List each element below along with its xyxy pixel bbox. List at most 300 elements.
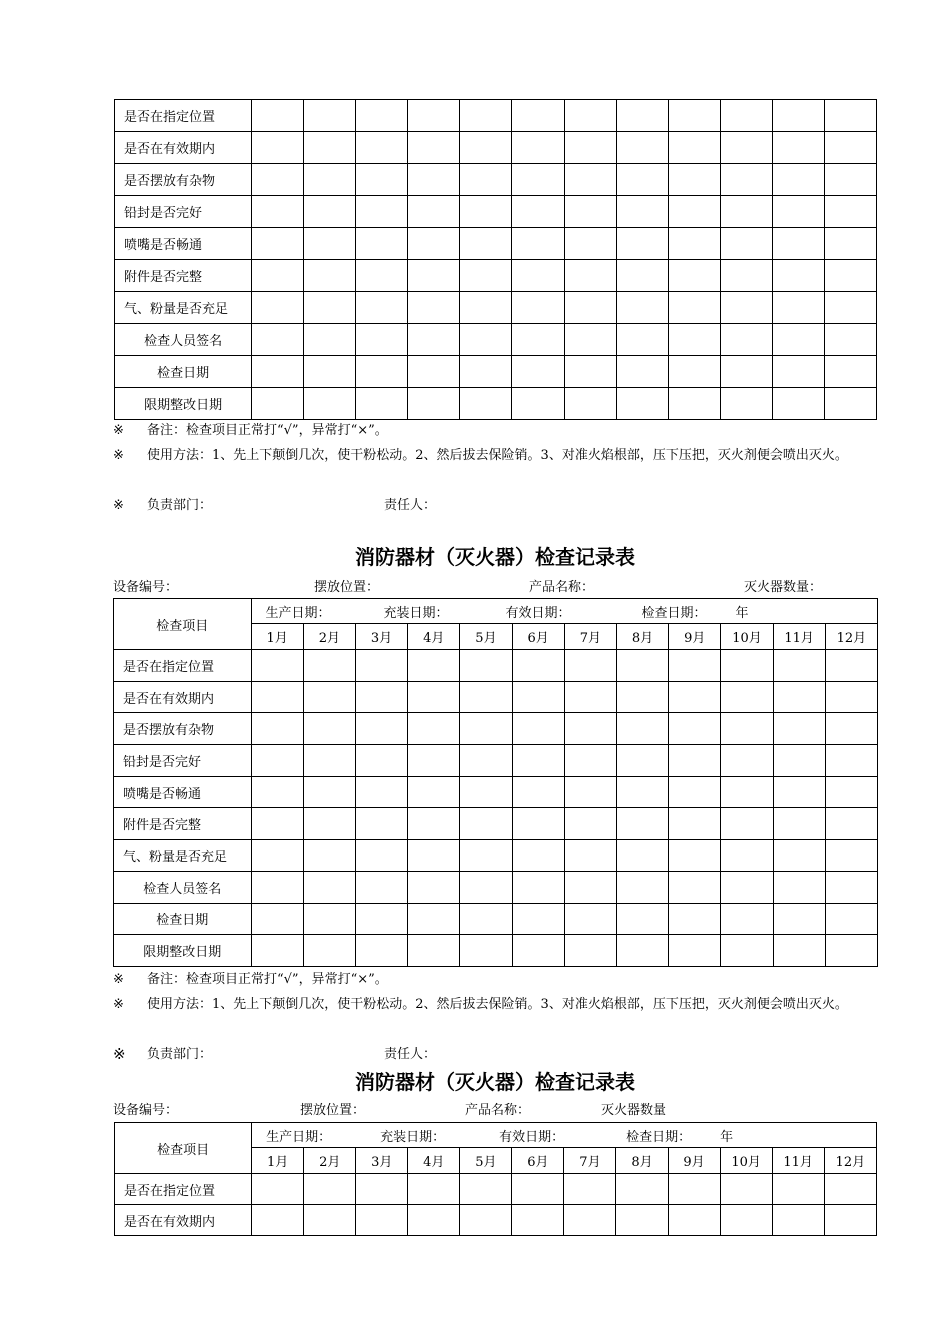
check-cell[interactable] bbox=[773, 903, 825, 935]
check-cell[interactable] bbox=[721, 840, 773, 872]
check-cell[interactable] bbox=[460, 196, 512, 228]
check-cell[interactable] bbox=[252, 196, 304, 228]
check-cell[interactable] bbox=[772, 132, 824, 164]
check-cell[interactable] bbox=[512, 713, 564, 745]
check-cell[interactable] bbox=[564, 100, 616, 132]
check-cell[interactable] bbox=[720, 100, 772, 132]
check-cell[interactable] bbox=[721, 681, 773, 713]
check-cell[interactable] bbox=[564, 324, 616, 356]
check-cell[interactable] bbox=[773, 745, 825, 777]
check-cell[interactable] bbox=[824, 356, 876, 388]
check-cell[interactable] bbox=[824, 164, 876, 196]
check-cell[interactable] bbox=[616, 388, 668, 420]
month-header-3: 8月 bbox=[616, 1148, 668, 1174]
check-cell[interactable] bbox=[304, 228, 356, 260]
check-cell[interactable] bbox=[408, 681, 460, 713]
check-cell[interactable] bbox=[616, 260, 668, 292]
check-cell[interactable] bbox=[564, 356, 616, 388]
check-cell[interactable] bbox=[616, 840, 668, 872]
check-cell[interactable] bbox=[721, 808, 773, 840]
check-cell[interactable] bbox=[304, 356, 356, 388]
check-cell[interactable] bbox=[460, 650, 512, 682]
check-cell[interactable] bbox=[669, 713, 721, 745]
check-cell[interactable] bbox=[825, 871, 877, 903]
check-cell[interactable] bbox=[824, 100, 876, 132]
check-cell[interactable] bbox=[564, 196, 616, 228]
check-cell[interactable] bbox=[668, 388, 720, 420]
check-cell[interactable] bbox=[251, 903, 303, 935]
check-cell[interactable] bbox=[252, 100, 304, 132]
check-cell[interactable] bbox=[512, 840, 564, 872]
month-header-3: 7月 bbox=[564, 1148, 616, 1174]
check-cell[interactable] bbox=[721, 776, 773, 808]
check-item-header-2: 检查项目 bbox=[114, 599, 252, 650]
record-table-3 bbox=[114, 1122, 877, 1236]
check-cell[interactable] bbox=[824, 260, 876, 292]
check-cell[interactable] bbox=[772, 260, 824, 292]
check-cell[interactable] bbox=[668, 292, 720, 324]
check-cell[interactable] bbox=[460, 132, 512, 164]
check-cell[interactable] bbox=[252, 292, 304, 324]
check-cell[interactable] bbox=[251, 871, 303, 903]
check-cell[interactable] bbox=[564, 164, 616, 196]
check-cell[interactable] bbox=[512, 228, 564, 260]
check-cell[interactable] bbox=[304, 388, 356, 420]
check-cell[interactable] bbox=[355, 713, 407, 745]
check-cell[interactable] bbox=[304, 132, 356, 164]
check-cell[interactable] bbox=[669, 745, 721, 777]
check-cell[interactable] bbox=[408, 196, 460, 228]
row-label: 是否在指定位置 bbox=[115, 1174, 252, 1205]
check-cell[interactable] bbox=[512, 1174, 564, 1205]
table-row bbox=[114, 840, 878, 872]
check-cell[interactable] bbox=[564, 132, 616, 164]
check-cell[interactable] bbox=[304, 164, 356, 196]
check-cell[interactable] bbox=[564, 388, 616, 420]
check-cell[interactable] bbox=[564, 808, 616, 840]
check-cell[interactable] bbox=[564, 903, 616, 935]
check-cell[interactable] bbox=[460, 164, 512, 196]
form-title-2: 消防器材（灭火器）检查记录表 bbox=[355, 545, 635, 569]
check-cell[interactable] bbox=[303, 745, 355, 777]
check-cell[interactable] bbox=[669, 776, 721, 808]
row-label: 附件是否完整 bbox=[114, 808, 252, 840]
check-cell[interactable] bbox=[512, 745, 564, 777]
check-cell[interactable] bbox=[512, 388, 564, 420]
check-cell[interactable] bbox=[669, 681, 721, 713]
check-cell[interactable] bbox=[773, 871, 825, 903]
check-cell[interactable] bbox=[251, 776, 303, 808]
check-cell[interactable] bbox=[460, 260, 512, 292]
table-row bbox=[114, 903, 878, 935]
record-table-2 bbox=[113, 598, 878, 967]
check-cell[interactable] bbox=[824, 292, 876, 324]
check-cell[interactable] bbox=[460, 840, 512, 872]
check-cell[interactable] bbox=[825, 681, 877, 713]
check-cell[interactable] bbox=[668, 1205, 720, 1236]
check-cell[interactable] bbox=[356, 324, 408, 356]
check-cell[interactable] bbox=[512, 935, 564, 967]
check-cell[interactable] bbox=[251, 713, 303, 745]
check-cell[interactable] bbox=[512, 132, 564, 164]
check-cell[interactable] bbox=[824, 1174, 876, 1205]
check-cell[interactable] bbox=[564, 776, 616, 808]
check-cell[interactable] bbox=[825, 808, 877, 840]
check-cell[interactable] bbox=[773, 840, 825, 872]
check-cell[interactable] bbox=[460, 808, 512, 840]
check-cell[interactable] bbox=[720, 228, 772, 260]
check-cell[interactable] bbox=[356, 100, 408, 132]
check-cell[interactable] bbox=[460, 745, 512, 777]
check-cell[interactable] bbox=[408, 228, 460, 260]
check-cell[interactable] bbox=[356, 196, 408, 228]
check-cell[interactable] bbox=[251, 935, 303, 967]
check-cell[interactable] bbox=[356, 260, 408, 292]
check-cell[interactable] bbox=[512, 100, 564, 132]
check-cell[interactable] bbox=[460, 388, 512, 420]
check-cell[interactable] bbox=[616, 164, 668, 196]
check-cell[interactable] bbox=[408, 164, 460, 196]
check-cell[interactable] bbox=[616, 356, 668, 388]
check-cell[interactable] bbox=[460, 324, 512, 356]
check-cell[interactable] bbox=[304, 1205, 356, 1236]
check-cell[interactable] bbox=[564, 650, 616, 682]
check-cell[interactable] bbox=[825, 745, 877, 777]
check-cell[interactable] bbox=[252, 132, 304, 164]
check-cell[interactable] bbox=[773, 776, 825, 808]
check-cell[interactable] bbox=[564, 745, 616, 777]
note-usage-1: ※ 使用方法：1、先上下颠倒几次，使干粉松动。2、然后拔去保险销。3、对准火焰根部，压下压把，灭火剂便会喷出灭火。 bbox=[113, 448, 848, 463]
check-cell[interactable] bbox=[408, 388, 460, 420]
check-cell[interactable] bbox=[460, 228, 512, 260]
check-cell[interactable] bbox=[668, 100, 720, 132]
check-cell[interactable] bbox=[355, 650, 407, 682]
row-label: 喷嘴是否畅通 bbox=[115, 228, 252, 260]
check-cell[interactable] bbox=[303, 808, 355, 840]
check-date-label-3: 检查日期： bbox=[626, 1129, 692, 1145]
table-row bbox=[114, 681, 878, 713]
check-cell[interactable] bbox=[720, 292, 772, 324]
row-label: 是否在有效期内 bbox=[115, 132, 252, 164]
check-cell[interactable] bbox=[408, 935, 460, 967]
month-header-2: 4月 bbox=[408, 624, 460, 650]
check-cell[interactable] bbox=[772, 356, 824, 388]
check-cell[interactable] bbox=[825, 713, 877, 745]
check-cell[interactable] bbox=[303, 681, 355, 713]
check-cell[interactable] bbox=[564, 935, 616, 967]
check-cell[interactable] bbox=[251, 745, 303, 777]
check-cell[interactable] bbox=[460, 356, 512, 388]
check-cell[interactable] bbox=[720, 388, 772, 420]
check-cell[interactable] bbox=[824, 1205, 876, 1236]
check-cell[interactable] bbox=[408, 324, 460, 356]
check-cell[interactable] bbox=[512, 776, 564, 808]
check-cell[interactable] bbox=[721, 935, 773, 967]
check-cell[interactable] bbox=[773, 808, 825, 840]
check-cell[interactable] bbox=[564, 713, 616, 745]
check-cell[interactable] bbox=[772, 100, 824, 132]
check-cell[interactable] bbox=[355, 808, 407, 840]
check-cell[interactable] bbox=[669, 871, 721, 903]
check-cell[interactable] bbox=[721, 713, 773, 745]
dates-row-2 bbox=[251, 599, 877, 624]
check-cell[interactable] bbox=[616, 324, 668, 356]
check-cell[interactable] bbox=[772, 164, 824, 196]
check-cell[interactable] bbox=[512, 196, 564, 228]
check-cell[interactable] bbox=[408, 260, 460, 292]
check-cell[interactable] bbox=[408, 1174, 460, 1205]
check-cell[interactable] bbox=[564, 228, 616, 260]
check-cell[interactable] bbox=[251, 840, 303, 872]
check-cell[interactable] bbox=[772, 1205, 824, 1236]
year-label-3: 年 bbox=[720, 1129, 734, 1145]
check-cell[interactable] bbox=[460, 903, 512, 935]
table-row bbox=[115, 100, 877, 132]
check-cell[interactable] bbox=[616, 132, 668, 164]
check-cell[interactable] bbox=[669, 650, 721, 682]
check-cell[interactable] bbox=[773, 713, 825, 745]
check-cell[interactable] bbox=[252, 324, 304, 356]
check-cell[interactable] bbox=[460, 681, 512, 713]
check-cell[interactable] bbox=[720, 260, 772, 292]
check-cell[interactable] bbox=[616, 196, 668, 228]
check-cell[interactable] bbox=[408, 808, 460, 840]
check-cell[interactable] bbox=[564, 260, 616, 292]
check-cell[interactable] bbox=[408, 292, 460, 324]
check-cell[interactable] bbox=[720, 132, 772, 164]
check-cell[interactable] bbox=[355, 871, 407, 903]
check-cell[interactable] bbox=[824, 196, 876, 228]
fill-date-label-3: 充装日期： bbox=[380, 1129, 446, 1145]
check-cell[interactable] bbox=[720, 1174, 772, 1205]
check-cell[interactable] bbox=[512, 808, 564, 840]
check-cell[interactable] bbox=[825, 650, 877, 682]
check-cell[interactable] bbox=[773, 681, 825, 713]
month-header-3: 5月 bbox=[460, 1148, 512, 1174]
check-cell[interactable] bbox=[252, 228, 304, 260]
check-cell[interactable] bbox=[616, 808, 668, 840]
check-cell[interactable] bbox=[772, 388, 824, 420]
check-cell[interactable] bbox=[355, 935, 407, 967]
check-cell[interactable] bbox=[564, 681, 616, 713]
check-cell[interactable] bbox=[408, 356, 460, 388]
table-row bbox=[115, 1174, 877, 1205]
check-cell[interactable] bbox=[720, 164, 772, 196]
check-cell[interactable] bbox=[720, 324, 772, 356]
check-cell[interactable] bbox=[668, 132, 720, 164]
check-cell[interactable] bbox=[408, 132, 460, 164]
check-cell[interactable] bbox=[512, 356, 564, 388]
check-cell[interactable] bbox=[616, 228, 668, 260]
check-cell[interactable] bbox=[356, 1174, 408, 1205]
check-cell[interactable] bbox=[355, 903, 407, 935]
check-cell[interactable] bbox=[408, 745, 460, 777]
check-cell[interactable] bbox=[669, 840, 721, 872]
check-cell[interactable] bbox=[616, 745, 668, 777]
check-cell[interactable] bbox=[408, 713, 460, 745]
check-cell[interactable] bbox=[512, 1205, 564, 1236]
check-cell[interactable] bbox=[512, 903, 564, 935]
check-cell[interactable] bbox=[460, 1205, 512, 1236]
check-cell[interactable] bbox=[773, 935, 825, 967]
check-cell[interactable] bbox=[668, 1174, 720, 1205]
row-label: 气、粉量是否充足 bbox=[114, 840, 252, 872]
check-cell[interactable] bbox=[616, 935, 668, 967]
form-title-3: 消防器材（灭火器）检查记录表 bbox=[355, 1070, 635, 1094]
check-cell[interactable] bbox=[356, 388, 408, 420]
check-cell[interactable] bbox=[772, 324, 824, 356]
check-cell[interactable] bbox=[824, 228, 876, 260]
check-cell[interactable] bbox=[669, 808, 721, 840]
check-cell[interactable] bbox=[303, 903, 355, 935]
table-row bbox=[115, 132, 877, 164]
record-table-1 bbox=[114, 99, 877, 420]
check-cell[interactable] bbox=[773, 650, 825, 682]
check-cell[interactable] bbox=[616, 1205, 668, 1236]
check-cell[interactable] bbox=[669, 903, 721, 935]
row-label: 限期整改日期 bbox=[115, 388, 252, 420]
check-cell[interactable] bbox=[668, 324, 720, 356]
check-cell[interactable] bbox=[252, 1174, 304, 1205]
check-cell[interactable] bbox=[720, 356, 772, 388]
check-cell[interactable] bbox=[564, 840, 616, 872]
check-cell[interactable] bbox=[408, 903, 460, 935]
check-cell[interactable] bbox=[616, 871, 668, 903]
check-cell[interactable] bbox=[564, 1205, 616, 1236]
check-cell[interactable] bbox=[304, 324, 356, 356]
check-cell[interactable] bbox=[304, 292, 356, 324]
check-cell[interactable] bbox=[304, 196, 356, 228]
table-row bbox=[115, 356, 877, 388]
note-dept-2: ※ 负责部门： 责任人： bbox=[113, 1045, 437, 1063]
check-cell[interactable] bbox=[824, 388, 876, 420]
check-cell[interactable] bbox=[251, 681, 303, 713]
check-cell[interactable] bbox=[824, 132, 876, 164]
check-cell[interactable] bbox=[460, 100, 512, 132]
check-cell[interactable] bbox=[824, 324, 876, 356]
check-cell[interactable] bbox=[512, 260, 564, 292]
check-cell[interactable] bbox=[616, 1174, 668, 1205]
check-cell[interactable] bbox=[720, 196, 772, 228]
check-cell[interactable] bbox=[668, 164, 720, 196]
check-cell[interactable] bbox=[721, 871, 773, 903]
check-cell[interactable] bbox=[616, 776, 668, 808]
check-cell[interactable] bbox=[252, 356, 304, 388]
check-cell[interactable] bbox=[356, 356, 408, 388]
check-cell[interactable] bbox=[460, 776, 512, 808]
check-cell[interactable] bbox=[303, 935, 355, 967]
check-cell[interactable] bbox=[251, 650, 303, 682]
month-header-2: 2月 bbox=[303, 624, 355, 650]
check-cell[interactable] bbox=[355, 776, 407, 808]
check-cell[interactable] bbox=[304, 100, 356, 132]
check-cell[interactable] bbox=[512, 164, 564, 196]
check-cell[interactable] bbox=[355, 840, 407, 872]
check-cell[interactable] bbox=[252, 388, 304, 420]
note-usage-2: ※ 使用方法：1、先上下颠倒几次，使干粉松动。2、然后拔去保险销。3、对准火焰根部，压下压把，灭火剂便会喷出灭火。 bbox=[113, 997, 848, 1012]
check-cell[interactable] bbox=[668, 356, 720, 388]
check-cell[interactable] bbox=[408, 650, 460, 682]
check-cell[interactable] bbox=[303, 776, 355, 808]
check-cell[interactable] bbox=[408, 871, 460, 903]
check-cell[interactable] bbox=[252, 1205, 304, 1236]
check-cell[interactable] bbox=[772, 228, 824, 260]
check-cell[interactable] bbox=[460, 871, 512, 903]
check-cell[interactable] bbox=[356, 1205, 408, 1236]
check-cell[interactable] bbox=[721, 745, 773, 777]
check-cell[interactable] bbox=[355, 745, 407, 777]
check-cell[interactable] bbox=[825, 840, 877, 872]
check-cell[interactable] bbox=[356, 164, 408, 196]
check-cell[interactable] bbox=[825, 903, 877, 935]
check-cell[interactable] bbox=[564, 871, 616, 903]
check-cell[interactable] bbox=[825, 776, 877, 808]
check-cell[interactable] bbox=[616, 713, 668, 745]
check-cell[interactable] bbox=[772, 1174, 824, 1205]
check-cell[interactable] bbox=[408, 100, 460, 132]
check-cell[interactable] bbox=[772, 292, 824, 324]
check-cell[interactable] bbox=[616, 650, 668, 682]
check-cell[interactable] bbox=[460, 292, 512, 324]
note-dept-1: ※ 负责部门： 责任人： bbox=[113, 498, 437, 513]
check-cell[interactable] bbox=[252, 164, 304, 196]
check-cell[interactable] bbox=[356, 292, 408, 324]
check-cell[interactable] bbox=[303, 713, 355, 745]
row-label: 喷嘴是否畅通 bbox=[114, 776, 252, 808]
check-cell[interactable] bbox=[512, 292, 564, 324]
dates-row-3 bbox=[252, 1123, 877, 1148]
check-cell[interactable] bbox=[408, 776, 460, 808]
check-cell[interactable] bbox=[304, 1174, 356, 1205]
month-header-2: 10月 bbox=[721, 624, 773, 650]
check-cell[interactable] bbox=[564, 1174, 616, 1205]
check-cell[interactable] bbox=[303, 840, 355, 872]
check-cell[interactable] bbox=[251, 808, 303, 840]
check-cell[interactable] bbox=[408, 840, 460, 872]
check-cell[interactable] bbox=[721, 903, 773, 935]
check-cell[interactable] bbox=[252, 260, 304, 292]
check-cell[interactable] bbox=[616, 681, 668, 713]
check-cell[interactable] bbox=[668, 196, 720, 228]
check-cell[interactable] bbox=[460, 935, 512, 967]
check-cell[interactable] bbox=[512, 681, 564, 713]
check-cell[interactable] bbox=[512, 650, 564, 682]
check-cell[interactable] bbox=[304, 260, 356, 292]
check-cell[interactable] bbox=[720, 1205, 772, 1236]
check-cell[interactable] bbox=[825, 935, 877, 967]
check-cell[interactable] bbox=[564, 292, 616, 324]
check-cell[interactable] bbox=[408, 1205, 460, 1236]
check-cell[interactable] bbox=[512, 871, 564, 903]
check-cell[interactable] bbox=[460, 1174, 512, 1205]
check-cell[interactable] bbox=[303, 871, 355, 903]
check-cell[interactable] bbox=[303, 650, 355, 682]
row-label: 是否在有效期内 bbox=[114, 681, 252, 713]
check-cell[interactable] bbox=[772, 196, 824, 228]
check-cell[interactable] bbox=[616, 100, 668, 132]
check-cell[interactable] bbox=[355, 681, 407, 713]
check-cell[interactable] bbox=[668, 260, 720, 292]
check-cell[interactable] bbox=[616, 292, 668, 324]
check-cell[interactable] bbox=[669, 935, 721, 967]
check-cell[interactable] bbox=[721, 650, 773, 682]
check-cell[interactable] bbox=[460, 713, 512, 745]
check-cell[interactable] bbox=[512, 324, 564, 356]
check-cell[interactable] bbox=[668, 228, 720, 260]
check-cell[interactable] bbox=[356, 132, 408, 164]
check-cell[interactable] bbox=[616, 903, 668, 935]
check-cell[interactable] bbox=[356, 228, 408, 260]
